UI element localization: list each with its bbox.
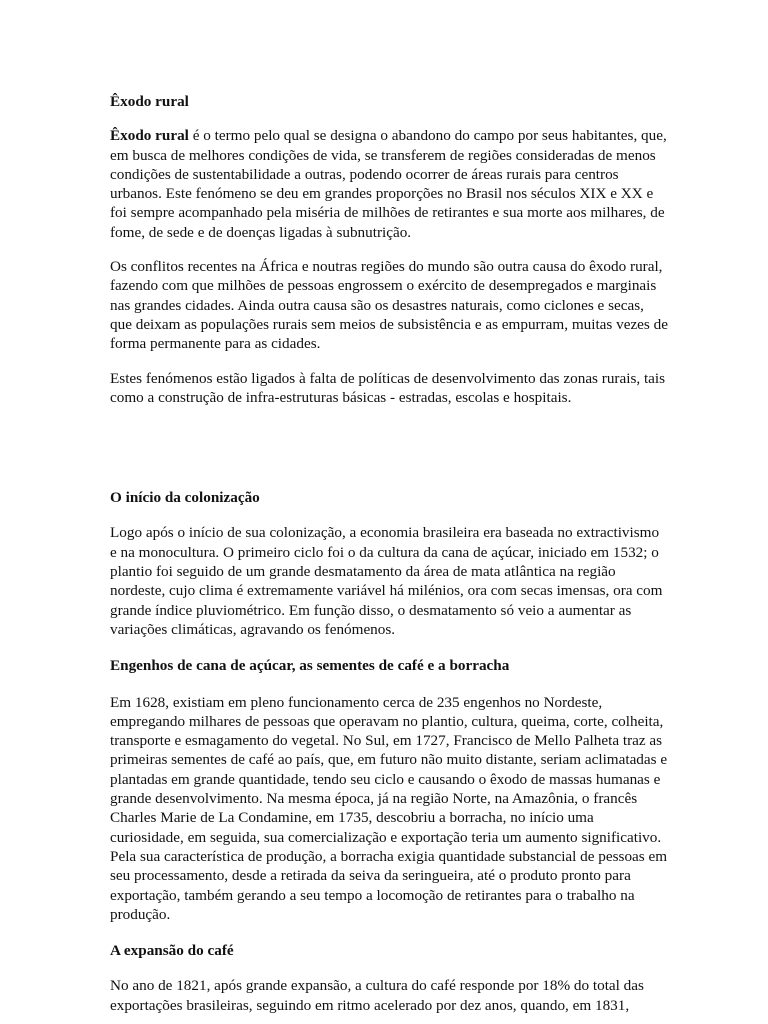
paragraph-fenomenos: Estes fenómenos estão ligados à falta de políticas de desenvolvimento das zonas rurais, tais como a construção de infra-estruturas básicas - estradas, escolas e hospitais. bbox=[110, 369, 666, 406]
paragraph-engenhos: Em 1628, existiam em pleno funcionamento cerca de 235 engenhos no Nordeste, empregando milhares de pessoas que operavam no plantio, cultura, queima, corte, colheita, transporte e esmagamento do vegetal. No Sul, em 1727, Francisco de Mello Palheta traz as primeiras sementes de café ao país, que, em futuro não muito distante, seriam aclimatadas e plantadas em grande quantidade, tendo seu ciclo e causando o êxodo de massas humanas e grande desenvolvimento. Na mesma época, já na região Norte, na Amazônia, o francês Charles Marie de La Condamine, em 1735, descobriu a borracha, no início uma curiosidade, em seguida, sua comercialização e exportação teria um aumento significativo. Pela sua característica de produção, a borracha exigia quantidade substancial de pessoas em seu processamento, desde a retirada da seiva da seringueira, até o produto pronto para exportação, também gerando a seu tempo a locomoção de retirantes para o trabalho na produção. bbox=[110, 693, 668, 923]
paragraph-colonizacao: Logo após o início de sua colonização, a economia brasileira era baseada no extractivismo e na monocultura. O primeiro ciclo foi o da cultura da cana de açúcar, iniciado em 1532; o plantio foi seguido de um grande desmatamento da área de mata atlântica na região nordeste, cujo clima é extremamente variável há milénios, ora com secas imensas, ora com grande índice pluviométrico. Em função disso, o desmatamento só veio a aumentar as variações climáticas, agravando os fenómenos. bbox=[110, 524, 663, 638]
paragraph-exodo-definition bbox=[110, 126, 668, 242]
paragraph-conflitos: Os conflitos recentes na África e noutras regiões do mundo são outra causa do êxodo rural, fazendo com que milhões de pessoas engrossem o exército de desempregados e marginais nas grandes cidades. Ainda outra causa são os desastres naturais, como ciclones e secas, que deixam as populações rurais sem meios de subsistência e as empurram, muitas vezes de forma permanente para as cidades. bbox=[110, 258, 668, 353]
heading-expansao-cafe: A expansão do café bbox=[110, 942, 234, 960]
definition-text: é o termo pelo qual se designa o abandono do campo por seus habitantes, que, em busca de melhores condições de vida, se transferem de regiões consideradas de menos condições de sustentabilidade a outras, podendo ocorrer de áreas rurais para centros urbanos. Este fenómeno se deu em grandes proporções no Brasil nos séculos XIX e XX e foi sempre acompanhado pela miséria de milhões de retirantes e sua morte aos milhares, de fome, de sede e de doenças ligadas à subnutrição. bbox=[110, 127, 667, 241]
heading-engenhos: Engenhos de cana de açúcar, as sementes de café e a borracha bbox=[110, 657, 510, 675]
heading-exodo-rural: Êxodo rural bbox=[110, 93, 189, 110]
heading-inicio-colonizacao: O início da colonização bbox=[110, 489, 260, 507]
paragraph-cafe: No ano de 1821, após grande expansão, a cultura do café responde por 18% do total das exportações brasileiras, seguindo em ritmo acelerado por dez anos, quando, em 1831, bbox=[110, 977, 644, 1014]
term-exodo-rural: Êxodo rural bbox=[110, 127, 189, 145]
